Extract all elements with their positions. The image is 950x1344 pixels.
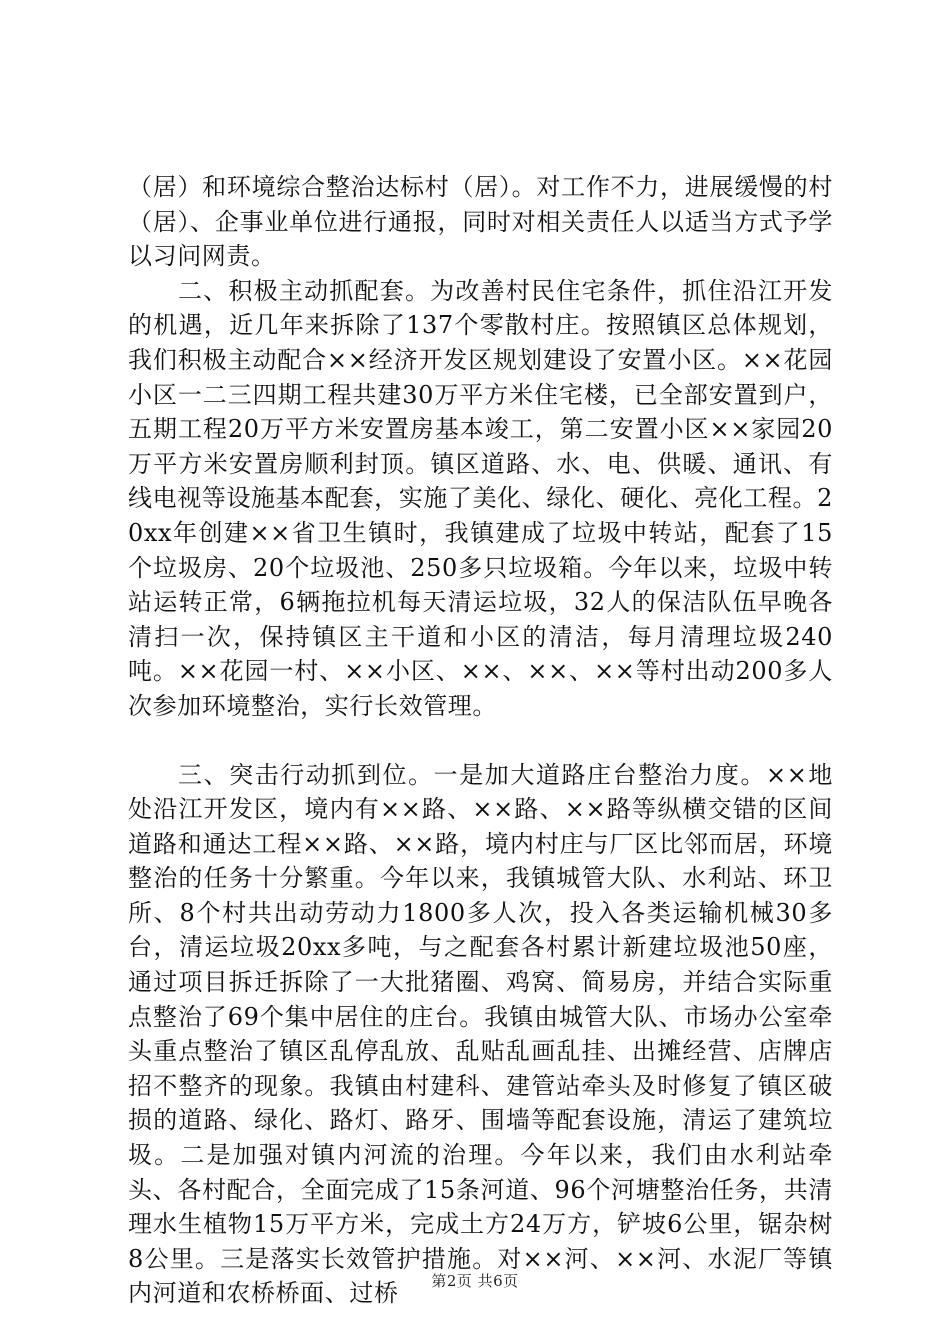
paragraph-section-two: 二、积极主动抓配套。为改善村民住宅条件，抓住沿江开发的机遇，近几年来拆除了137个零散村庄。按照镇区总体规划，我们积极主动配合××经济开发区规划建设了安置小区。××花园小区一二三四期工程共建30万平方米住宅楼，已全部安置到户，五期工程20万平方米安置房基本竣工，第二安置小区××家园20万平方米安置房顺利封顶。镇区道路、水、电、供暖、通讯、有线电视等设施基本配套，实施了美化、绿化、硬化、亮化工程。20xx年创建××省卫生镇时，我镇建成了垃圾中转站，配套了15个垃圾房、20个垃圾池、250多只垃圾箱。今年以来，垃圾中转站运转正常，6辆拖拉机每天清运垃圾，32人的保洁队伍早晚各清扫一次，保持镇区主干道和小区的清洁，每月清理垃圾240吨。××花园一村、××小区、××、××、××等村出动200多人次参加环境整治，实行长效管理。 — [128, 276, 833, 720]
page-footer: 第2页 共6页 — [431, 1272, 519, 1290]
paragraph-spacer — [128, 724, 833, 758]
paragraph-continuation: （居）和环境综合整治达标村（居）。对工作不力，进展缓慢的村（居）、企事业单位进行通报，同时对相关责任人以适当方式予学以习问网责。 — [128, 173, 833, 271]
paragraph-section-three: 三、突击行动抓到位。一是加大道路庄台整治力度。××地处沿江开发区，境内有××路、××路、××路等纵横交错的区间道路和通达工程××路、××路，境内村庄与厂区比邻而居，环境整治的任务十分繁重。今年以来，我镇城管大队、水利站、环卫所、8个村共出动劳动力1800多人次，投入各类运输机械30多台，清运垃圾20xx多吨，与之配套各村累计新建垃圾池50座，通过项目拆迁拆除了一大批猪圈、鸡窝、简易房，并结合实际重点整治了69个集中居住的庄台。我镇由城管大队、市场办公室牵头重点整治了镇区乱停乱放、乱贴乱画乱挂、出摊经营、店牌店招不整齐的现象。我镇由村建科、建管站牵头及时修复了镇区破损的道路、绿化、路灯、路牙、围墙等配套设施，清运了建筑垃圾。二是加强对镇内河流的治理。今年以来，我们由水利站牵头、各村配合，全面完成了15条河道、96个河塘整治任务，共清理水生植物15万平方米，完成土方24万方，铲坡6公里，锯杂树8公里。三是落实长效管护措施。对××河、××河、水泥厂等镇内河道和农桥桥面、过桥 — [128, 760, 833, 1308]
document-body — [128, 170, 833, 1311]
